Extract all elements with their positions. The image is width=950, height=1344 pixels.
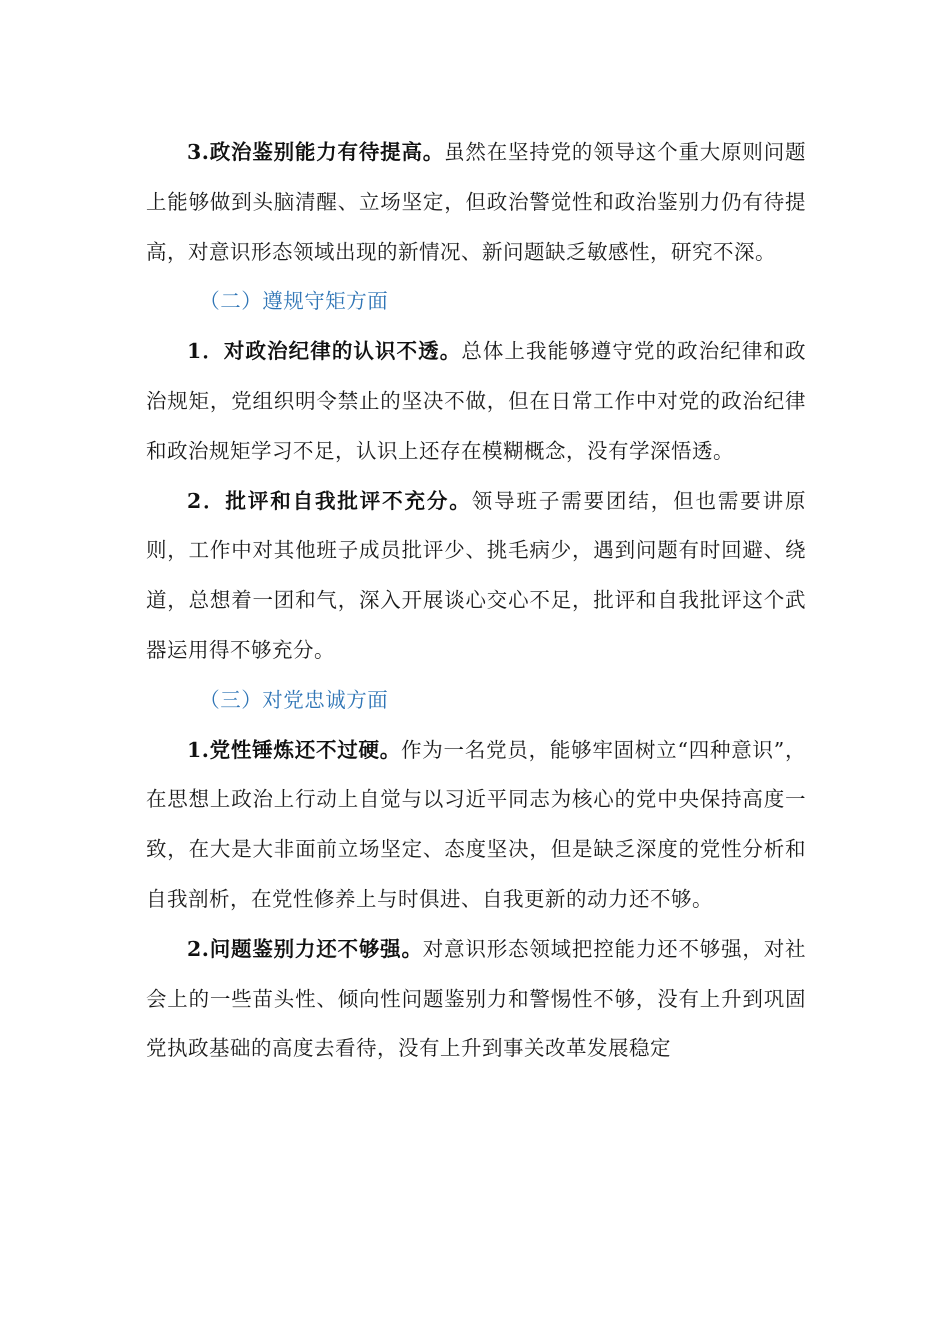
paragraph-problem-discernment <box>146 925 806 1074</box>
document-body <box>146 128 806 1074</box>
paragraph-text: 虽然在坚持党的领导这个重大原则问题上能够做到头脑清醒、立场坚定，但政治警觉性和政治鉴别力仍有待提高，对意识形态领域出现的新情况、新问题缺乏敏感性，研究不深。 <box>146 140 807 264</box>
paragraph-text: 总体上我能够遵守党的政治纪律和政治规矩，党组织明令禁止的坚决不做，但在日常工作中对党的政治纪律和政治规矩学习不足，认识上还存在模糊概念，没有学深悟透。 <box>146 339 807 463</box>
paragraph-party-spirit <box>146 726 806 925</box>
section-heading-rules: （二）遵规守矩方面 <box>199 289 389 314</box>
paragraph-text: 对意识形态领域把控能力还不够强，对社会上的一些苗头性、倾向性问题鉴别力和警惕性不够，没有上升到巩固党执政基础的高度去看待，没有上升到事关改革发展稳定 <box>146 936 806 1061</box>
section-heading-loyalty: （三）对党忠诚方面 <box>199 687 389 712</box>
paragraph-criticism <box>146 477 806 676</box>
paragraph-lead: 3.政治鉴别能力有待提高。 <box>187 140 445 164</box>
paragraph-political-discipline <box>146 327 806 476</box>
paragraph-text: 领导班子需要团结，但也需要讲原则，工作中对其他班子成员批评少、挑毛病少，遇到问题有时回避、绕道，总想着一团和气，深入开展谈心交心不足，批评和自我批评这个武器运用得不够充分。 <box>146 488 807 662</box>
paragraph-lead: 2．批评和自我批评不充分。 <box>187 488 472 513</box>
paragraph-text: 作为一名党员，能够牢固树立“四种意识”，在思想上政治上行动上自觉与以习近平同志为核心的党中央保持高度一致，在大是大非面前立场坚定、态度坚决，但是缺乏深度的党性分析和自我剖析，在党性修养上与时俱进、自我更新的动力还不够。 <box>146 737 806 911</box>
paragraph-lead: 2.问题鉴别力还不够强。 <box>187 936 423 961</box>
paragraph-lead: 1．对政治纪律的认识不透。 <box>187 339 462 364</box>
paragraph-political-discernment <box>146 128 806 277</box>
paragraph-lead: 1.党性锤炼还不过硬。 <box>187 737 402 762</box>
